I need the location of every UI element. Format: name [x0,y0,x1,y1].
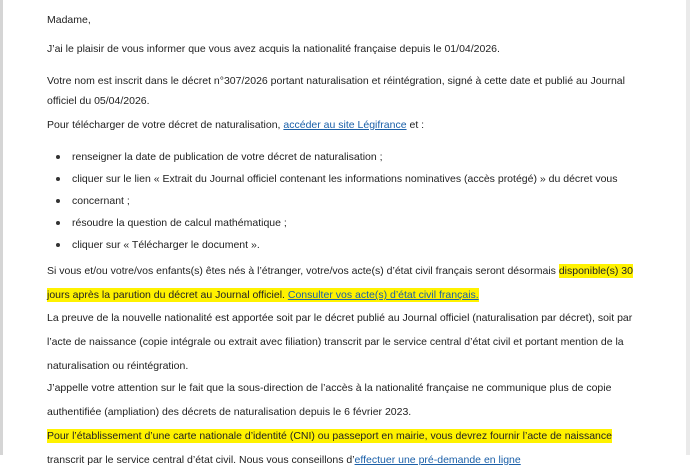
id-card-line-1 [47,424,612,448]
list-item: renseigner la date de publication de votre décret de naturalisation ; [72,146,618,168]
list-item: résoudre la question de calcul mathématique ; [72,212,618,234]
civil-status-text: Si vous et/ou votre/vos enfants(s) êtes nés à l’étranger, votre/vos acte(s) d’état civil français seront désormais [47,265,559,277]
proof-line-1: La preuve de la nouvelle nationalité est apportée soit par le décret publié au Journal officiel (naturalisation par décret), soit par [47,312,633,324]
nationality-acquired-paragraph: J’ai le plaisir de vous informer que vous avez acquis la nationalité française depuis le 01/04/2026. [47,43,500,55]
list-item-continuation-text: concernant ; [72,195,130,207]
list-item: cliquer sur le lien « Extrait du Journal officiel contenant les informations nominatives (accès protégé) » du décret vous [72,168,618,190]
civil-status-line-1 [47,259,633,283]
civil-status-link[interactable]: Consulter vos acte(s) d’état civil français. [287,289,479,301]
ampliation-line-1: J’appelle votre attention sur le fait que la sous-direction de l’accès à la nationalité française ne communique plus de copie [47,382,612,394]
id-card-line-2 [47,448,612,472]
proof-line-2: l’acte de naissance (copie intégrale ou extrait avec filiation) transcrit par le service central d’état civil et portant mention de la [47,336,624,348]
download-steps-list [47,146,618,256]
pre-request-link[interactable]: effectuer une pré-demande en ligne [354,454,521,466]
legifrance-link[interactable]: accéder au site Légifrance [283,119,407,131]
proof-paragraph [47,306,632,378]
download-paragraph [47,119,424,131]
decree-line-2: officiel du 05/04/2026. [47,95,150,107]
highlighted-text [47,288,479,302]
decree-paragraph [47,71,625,111]
list-item-continuation [72,190,618,212]
ampliation-paragraph [47,376,611,424]
ampliation-line-2: authentifiée (ampliation) des décrets de naturalisation depuis le 6 février 2023. [47,406,412,418]
proof-line-3: naturalisation ou réintégration. [47,360,189,372]
decree-line-1: Votre nom est inscrit dans le décret n°307/2026 portant naturalisation et réintégration, signé à cette date et publié au Journal [47,75,625,87]
highlighted-text: Pour l’établissement d’une carte nationale d’identité (CNI) ou passeport en mairie, vous devrez fournir l’acte de naissance [47,430,612,442]
id-card-paragraph [47,424,612,472]
left-scroll-edge [0,0,3,455]
greeting: Madame, [47,14,91,26]
highlighted-text: disponible(s) 30 [558,265,633,277]
right-scroll-edge [686,0,690,455]
civil-status-paragraph [47,259,633,307]
list-item: cliquer sur « Télécharger le document ». [72,234,618,256]
download-text-before: Pour télécharger de votre décret de naturalisation, [47,119,284,131]
id-card-text: transcrit par le service central d’état civil. Nous vous conseillons d’ [47,454,355,466]
civil-status-line-2 [47,283,633,307]
download-text-after: et : [406,119,425,131]
highlighted-text-part: jours après la parution du décret au Journal officiel. [47,289,288,301]
